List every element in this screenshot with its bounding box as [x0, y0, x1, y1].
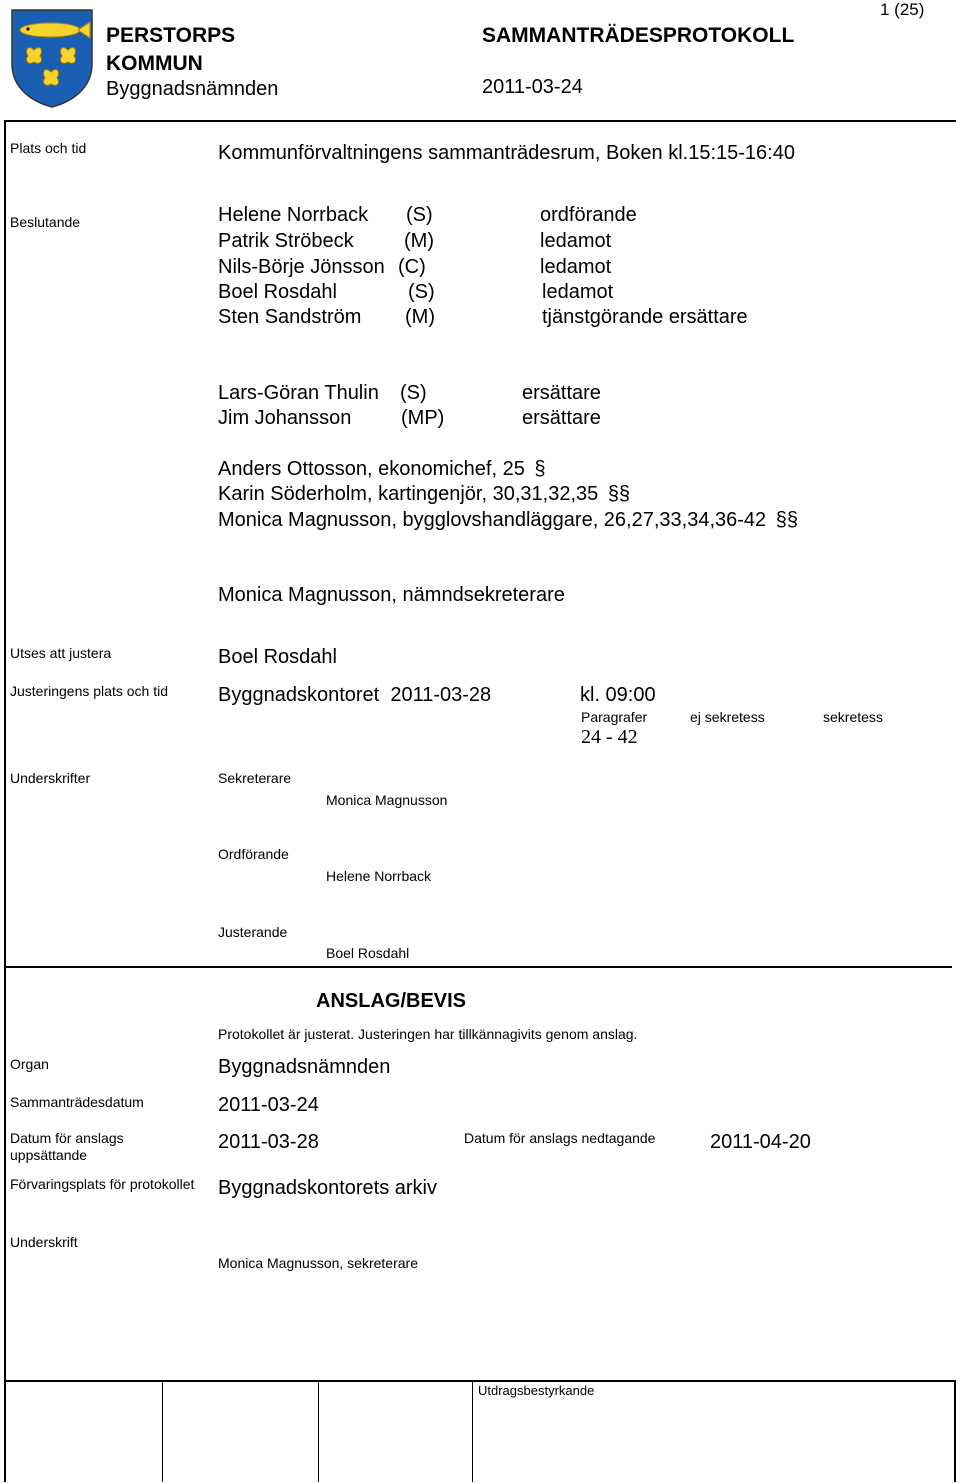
member-name: Patrik Ströbeck [218, 230, 354, 252]
posting-date-label-line1: Datum för anslags [10, 1130, 124, 1146]
signature-label: Underskrift [10, 1234, 78, 1250]
member-role: ledamot [540, 230, 612, 252]
section-marks: § [534, 458, 546, 480]
section-marks: §§ [607, 483, 631, 505]
member-party: (S) [406, 204, 433, 226]
organ-label: Organ [10, 1056, 49, 1072]
posting-date-value: 2011-03-28 [218, 1131, 319, 1153]
org-name-line2: KOMMUN [106, 52, 203, 75]
official-text: Karin Söderholm, kartingenjör, 30,31,32,35 [218, 483, 599, 505]
removal-date-label: Datum för anslags nedtagande [464, 1130, 656, 1146]
document-title: SAMMANTRÄDESPROTOKOLL [482, 24, 795, 47]
notice-statement: Protokollet är justerat. Justeringen har tillkännagivits genom anslag. [218, 1026, 638, 1042]
secretary-sign-name: Monica Magnusson [326, 792, 448, 808]
official-line [218, 509, 798, 532]
footer-rule [4, 1380, 956, 1382]
substitute-party: (MP) [401, 407, 445, 429]
official-line [218, 483, 630, 506]
extract-certification-label: Utdragsbestyrkande [478, 1383, 595, 1398]
member-role: ledamot [542, 281, 614, 303]
place-label: Plats och tid [10, 140, 87, 156]
removal-date-value: 2011-04-20 [710, 1131, 811, 1153]
official-line [218, 458, 546, 481]
notice-title: ANSLAG/BEVIS [316, 990, 467, 1012]
board-name: Byggnadsnämnden [106, 78, 279, 100]
signature-section-rule [4, 966, 952, 968]
adjust-place-value: Byggnadskontoret 2011-03-28 [218, 684, 492, 706]
member-role: tjänstgörande ersättare [542, 306, 748, 328]
signature-value: Monica Magnusson, sekreterare [218, 1255, 418, 1271]
org-name-line1: PERSTORPS [106, 24, 236, 47]
storage-label: Förvaringsplats för protokollet [10, 1176, 195, 1192]
member-party: (M) [405, 306, 435, 328]
official-text: Monica Magnusson, bygglovshandläggare, 26,27,33,34,36-42 [218, 509, 767, 531]
adjust-place-label: Justeringens plats och tid [10, 683, 168, 699]
adjuster-sign-name: Boel Rosdahl [326, 945, 410, 961]
header-date: 2011-03-24 [482, 76, 583, 98]
no-secrecy-label: ej sekretess [690, 709, 765, 725]
adjuster-sign-label: Justerande [218, 924, 288, 940]
deciding-label: Beslutande [10, 214, 81, 230]
secretary-sign-label: Sekreterare [218, 770, 292, 786]
substitute-party: (S) [400, 382, 427, 404]
member-name: Boel Rosdahl [218, 281, 337, 303]
chair-sign-label: Ordförande [218, 846, 289, 862]
substitute-name: Jim Johansson [218, 407, 352, 429]
member-party: (S) [408, 281, 435, 303]
page-number: 1 (25) [880, 0, 925, 19]
section-marks: §§ [775, 509, 798, 531]
member-name: Helene Norrback [218, 204, 369, 226]
signatures-label: Underskrifter [10, 770, 91, 786]
secretary-line: Monica Magnusson, nämndsekreterare [218, 584, 565, 606]
adjust-chosen-value: Boel Rosdahl [218, 646, 337, 668]
posting-date-label-line2: uppsättande [10, 1147, 88, 1163]
official-text: Anders Ottosson, ekonomichef, 25 [218, 458, 525, 480]
member-name: Sten Sandström [218, 306, 362, 328]
substitute-role: ersättare [522, 382, 601, 404]
adjust-chosen-label: Utses att justera [10, 645, 112, 661]
meeting-date-value: 2011-03-24 [218, 1094, 319, 1116]
member-party: (C) [398, 256, 426, 278]
organ-value: Byggnadsnämnden [218, 1056, 391, 1078]
storage-value: Byggnadskontorets arkiv [218, 1177, 438, 1199]
place-value: Kommunförvaltningens sammanträdesrum, Boken kl.15:15-16:40 [218, 142, 795, 164]
chair-sign-name: Helene Norrback [326, 868, 432, 884]
paragraphs-value: 24 - 42 [581, 726, 638, 748]
right-rule [954, 1380, 956, 1482]
adjust-time-value: kl. 09:00 [580, 684, 656, 706]
paragraphs-label: Paragrafer [581, 709, 648, 725]
left-rule [4, 120, 6, 1482]
meeting-date-label: Sammanträdesdatum [10, 1094, 144, 1110]
member-name: Nils-Börje Jönsson [218, 256, 385, 278]
member-role: ordförande [540, 204, 637, 226]
top-rule [4, 120, 956, 122]
member-party: (M) [404, 230, 434, 252]
member-role: ledamot [540, 256, 612, 278]
secrecy-label: sekretess [823, 709, 883, 725]
footer-divider-3 [472, 1380, 473, 1482]
municipal-coat-of-arms-logo [10, 8, 94, 108]
substitute-role: ersättare [522, 407, 601, 429]
substitute-name: Lars-Göran Thulin [218, 382, 379, 404]
footer-divider-1 [162, 1380, 163, 1482]
footer-divider-2 [318, 1380, 319, 1482]
